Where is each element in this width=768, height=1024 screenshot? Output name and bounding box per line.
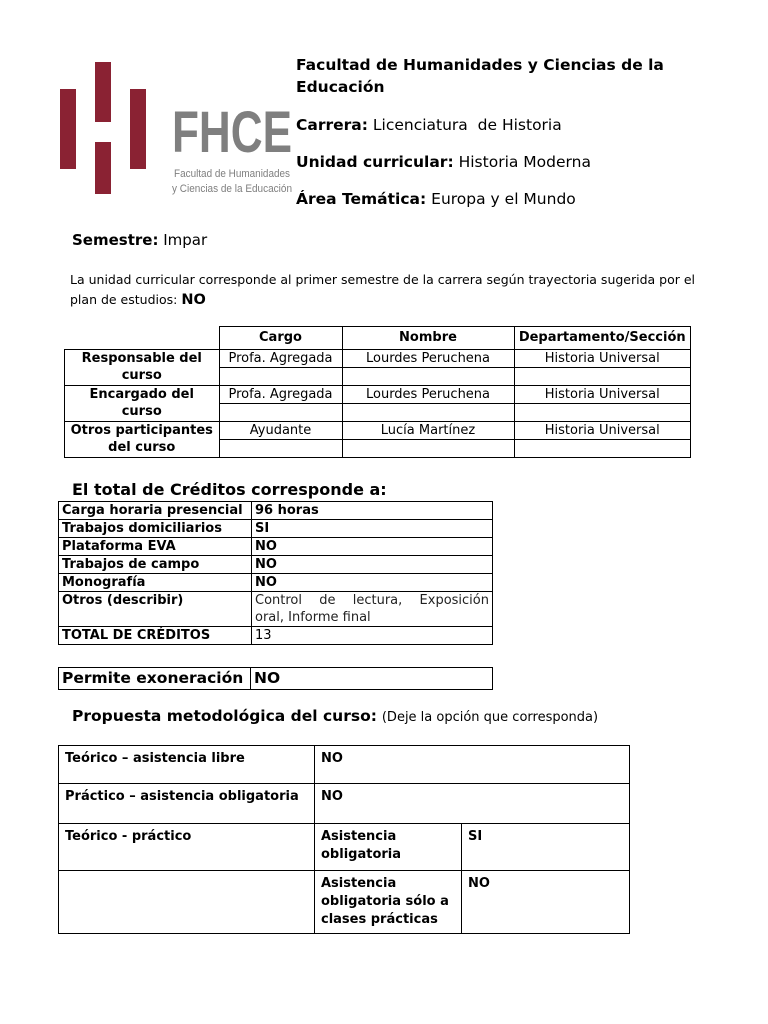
creditos-row [59, 556, 493, 574]
propuesta-label: Teórico – asistencia libre [59, 746, 315, 784]
unidad-label: Unidad curricular: [296, 153, 454, 171]
propuesta-value: NO [462, 871, 630, 934]
area-label: Área Temática: [296, 190, 427, 208]
staff-header-depto: Departamento/Sección [514, 327, 691, 350]
creditos-value: SI [252, 520, 493, 538]
semestre-value: Impar [163, 231, 208, 249]
staff-empty-cell [219, 440, 342, 458]
logo-bar-right [130, 89, 146, 169]
propuesta-row [59, 746, 630, 784]
staff-header-nombre: Nombre [342, 327, 514, 350]
creditos-value: NO [252, 556, 493, 574]
staff-header-row [65, 327, 691, 350]
propuesta-row [59, 784, 630, 824]
staff-cargo: Profa. Agregada [219, 350, 342, 368]
propuesta-heading [72, 707, 598, 725]
logo-bar-bottom [95, 142, 111, 194]
staff-row-responsable [65, 350, 691, 368]
propuesta-label [59, 871, 315, 934]
staff-label-encargado: Encargado del curso [65, 386, 220, 422]
creditos-label: Trabajos domiciliarios [59, 520, 252, 538]
staff-empty-cell [342, 440, 514, 458]
creditos-value: 13 [252, 627, 493, 645]
staff-empty-cell [342, 368, 514, 386]
logo-bar-left [60, 89, 76, 169]
creditos-value [252, 592, 493, 627]
creditos-label: Monografía [59, 574, 252, 592]
exoneracion-table [58, 667, 493, 690]
otros-value-line2: oral, Informe final [255, 610, 371, 625]
otros-value-line1: Control de lectura, Exposición [255, 593, 489, 608]
staff-row-encargado [65, 386, 691, 404]
exoneracion-value: NO [251, 668, 493, 690]
staff-header-cargo: Cargo [219, 327, 342, 350]
propuesta-sub: Asistencia obligatoria sólo a clases prácticas [315, 871, 462, 934]
exoneracion-row [59, 668, 493, 690]
creditos-row [59, 574, 493, 592]
creditos-value: NO [252, 574, 493, 592]
staff-label-responsable: Responsable del curso [65, 350, 220, 386]
exoneracion-label: Permite exoneración [59, 668, 251, 690]
staff-cargo: Ayudante [219, 422, 342, 440]
staff-row-otros [65, 422, 691, 440]
staff-empty-cell [342, 404, 514, 422]
logo-subtitle-line2: y Ciencias de la Educación [172, 183, 292, 195]
primer-semestre-text: La unidad curricular corresponde al primer semestre de la carrera según trayectoria sugerida por el plan de estudios: [70, 272, 696, 307]
staff-depto: Historia Universal [514, 350, 691, 368]
staff-empty-cell [219, 368, 342, 386]
staff-nombre: Lourdes Peruchena [342, 350, 514, 368]
staff-table [64, 326, 691, 458]
document-header [296, 54, 676, 209]
propuesta-title: Propuesta metodológica del curso: [72, 707, 377, 725]
creditos-value: NO [252, 538, 493, 556]
propuesta-label: Práctico – asistencia obligatoria [59, 784, 315, 824]
creditos-value: 96 horas [252, 502, 493, 520]
logo-subtitle-line1: Facultad de Humanidades [174, 168, 291, 180]
creditos-label: Trabajos de campo [59, 556, 252, 574]
carrera-line [296, 115, 676, 135]
staff-label-otros: Otros participantes del curso [65, 422, 220, 458]
semestre-label: Semestre: [72, 231, 159, 249]
propuesta-row [59, 871, 630, 934]
creditos-row [59, 502, 493, 520]
creditos-label: Carga horaria presencial [59, 502, 252, 520]
semestre-line [72, 231, 207, 249]
staff-nombre: Lucía Martínez [342, 422, 514, 440]
creditos-label: Otros (describir) [59, 592, 252, 627]
area-line [296, 189, 676, 209]
carrera-label: Carrera: [296, 116, 368, 134]
creditos-row [59, 520, 493, 538]
area-value: Europa y el Mundo [431, 190, 576, 208]
creditos-row [59, 592, 493, 627]
staff-empty-cell [219, 404, 342, 422]
faculty-name: Facultad de Humanidades y Ciencias de la Educación [296, 56, 664, 96]
staff-depto: Historia Universal [514, 386, 691, 404]
unidad-value: Historia Moderna [458, 153, 591, 171]
creditos-table [58, 501, 493, 645]
staff-corner [65, 327, 220, 350]
staff-depto: Historia Universal [514, 422, 691, 440]
carrera-value: Licenciatura de Historia [372, 116, 562, 134]
propuesta-table [58, 745, 630, 934]
unidad-line [296, 152, 676, 172]
logo-brand: FHCE [172, 100, 292, 165]
propuesta-value: SI [462, 824, 630, 871]
staff-cargo: Profa. Agregada [219, 386, 342, 404]
staff-empty-cell [514, 368, 691, 386]
propuesta-value: NO [315, 746, 630, 784]
staff-empty-cell [514, 440, 691, 458]
creditos-row [59, 538, 493, 556]
propuesta-sub: Asistencia obligatoria [315, 824, 462, 871]
propuesta-row [59, 824, 630, 871]
logo-bar-top [95, 62, 111, 122]
primer-semestre-value: NO [181, 292, 206, 308]
creditos-label: Plataforma EVA [59, 538, 252, 556]
fhce-logo [58, 62, 294, 196]
creditos-label: TOTAL DE CRÉDITOS [59, 627, 252, 645]
creditos-title: El total de Créditos corresponde a: [72, 480, 387, 499]
creditos-row [59, 627, 493, 645]
propuesta-label: Teórico - práctico [59, 824, 315, 871]
primer-semestre-paragraph [70, 270, 720, 310]
propuesta-value: NO [315, 784, 630, 824]
staff-empty-cell [514, 404, 691, 422]
staff-nombre: Lourdes Peruchena [342, 386, 514, 404]
propuesta-note: (Deje la opción que corresponda) [381, 710, 599, 725]
